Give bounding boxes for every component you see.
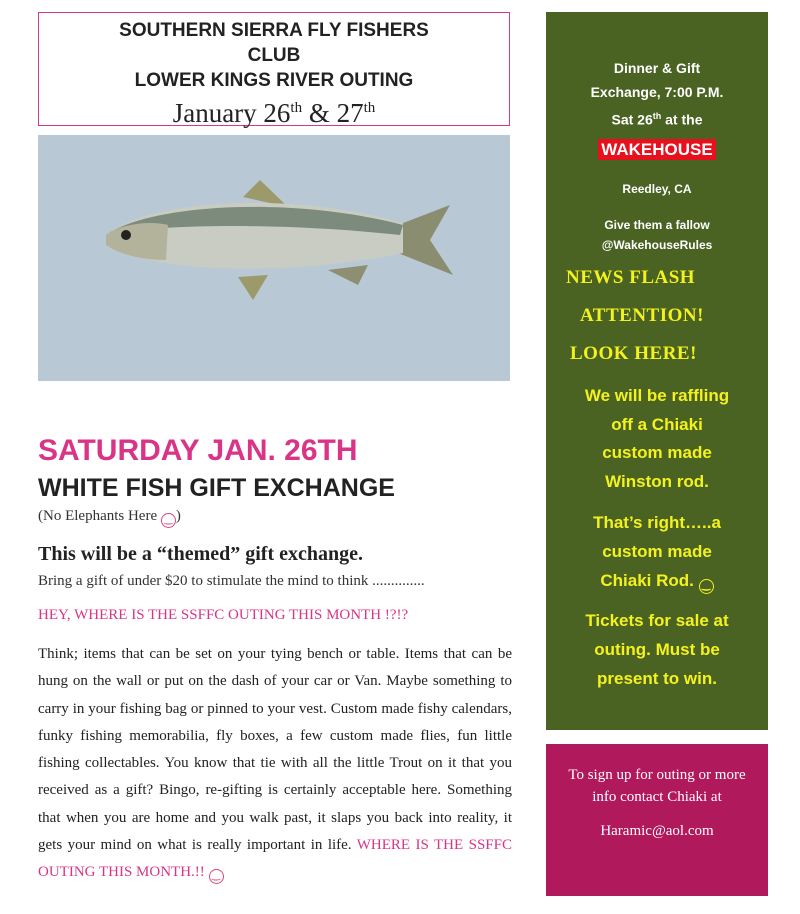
tickets-text: Tickets for sale at outing. Must be present to win.	[585, 611, 729, 688]
outing-title: LOWER KINGS RIVER OUTING	[134, 70, 414, 91]
event-heading: SATURDAY JAN. 26TH	[38, 434, 358, 467]
club-name-2: CLUB	[247, 45, 301, 66]
contact-text: To sign up for outing or more info contact Chiaki at	[568, 767, 746, 805]
social-handle[interactable]: @WakehouseRules	[601, 238, 713, 252]
note: (No Elephants Here ‿ )	[38, 508, 181, 528]
gift-instructions: Bring a gift of under $20 to stimulate the mind to think ..............	[38, 573, 425, 589]
outing-question: HEY, WHERE IS THE SSFFC OUTING THIS MONTH !?!?	[38, 607, 409, 623]
body-text: Think; items that can be set on your tying bench or table. Items that can be hung on the wall or put on the dash of your car or Van. Maybe something to carry in your fishing bag or pinned to your vest. Custom made fishy calendars, funky fishing memorabilia, fly boxes, a few custom made flies, fun little fishing collectables. You know that tie with all the little Trout on it that you received as a gift? Bingo, re-gifting is certainly acceptable here. Something that when you are home and you walk past, it slaps you back into reality, it gets your mind on what is really important in life. WHERE IS THE SSFFC OUTING THIS MONTH.!! ‿	[38, 641, 512, 887]
club-name: SOUTHERN SIERRA FLY FISHERS	[119, 20, 429, 41]
rod-text: That’s right…..a custom made Chiaki Rod. ‿	[546, 508, 768, 595]
smiley-icon: ‿	[161, 513, 176, 528]
themed-heading: This will be a “themed” gift exchange.	[38, 543, 363, 565]
contact-box	[546, 744, 768, 896]
smiley-icon: ‿	[209, 869, 224, 884]
look-here: LOOK HERE!	[570, 343, 697, 364]
attention: ATTENTION!	[580, 305, 704, 326]
fish-image	[38, 135, 510, 381]
sidebar-panel	[546, 12, 768, 730]
venue-city: Reedley, CA	[622, 182, 692, 196]
outing-dates: January 26th & 27th	[172, 98, 376, 128]
smiley-icon: ‿	[699, 579, 714, 594]
follow-text: Give them a fallow @WakehouseRules	[546, 215, 768, 255]
contact-email[interactable]: Haramic@aol.com	[600, 823, 714, 839]
news-flash: NEWS FLASH	[566, 267, 696, 288]
venue-name: WAKEHOUSE	[598, 139, 715, 160]
title-box	[38, 12, 510, 126]
dinner-info: Dinner & Gift Exchange, 7:00 P.M. Sat 26th at the	[590, 60, 724, 128]
raffle-text: We will be raffling off a Chiaki custom made Winston rod.	[584, 386, 730, 491]
event-subheading: WHITE FISH GIFT EXCHANGE	[38, 474, 395, 502]
